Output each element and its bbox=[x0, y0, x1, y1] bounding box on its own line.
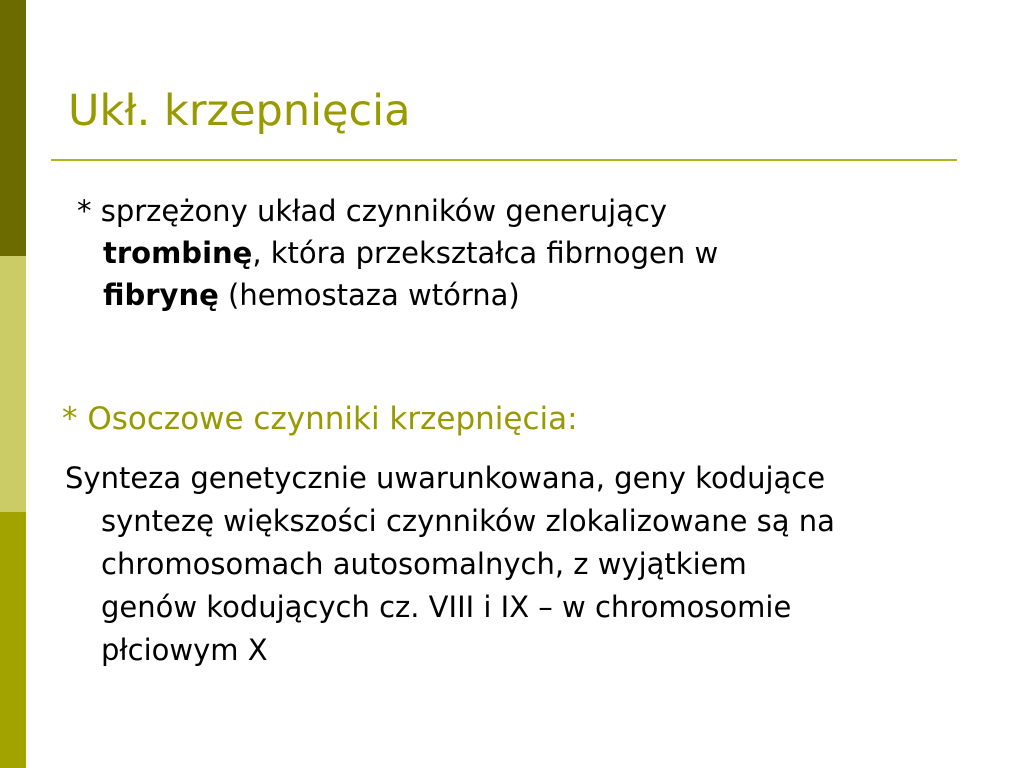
paragraph-line bbox=[77, 274, 977, 316]
paragraph-line: genów kodujących cz. VIII i IX – w chromosomie bbox=[101, 590, 792, 624]
paragraph-text: (hemostaza wtórna) bbox=[218, 278, 520, 312]
side-bar-dark bbox=[0, 0, 26, 256]
section-heading: * Osoczowe czynniki krzepnięcia: bbox=[62, 401, 578, 437]
side-bar-light bbox=[0, 256, 26, 512]
paragraph-line bbox=[77, 232, 977, 274]
paragraph-line: * sprzężony układ czynników generujący bbox=[77, 194, 668, 228]
paragraph-line: Synteza genetycznie uwarunkowana, geny kodujące bbox=[65, 461, 826, 495]
paragraph-hemostasis bbox=[77, 190, 977, 316]
paragraph-synthesis bbox=[65, 457, 985, 672]
bold-term-fibrin: fibrynę bbox=[103, 278, 219, 312]
side-bar-olive bbox=[0, 512, 26, 768]
title-divider bbox=[51, 159, 957, 161]
slide-title: Ukł. krzepnięcia bbox=[68, 86, 411, 136]
paragraph-text: , która przekształca fibrnogen w bbox=[252, 236, 719, 270]
paragraph-line: chromosomach autosomalnych, z wyjątkiem bbox=[101, 547, 747, 581]
bold-term-thrombin: trombinę bbox=[103, 236, 253, 270]
paragraph-line: płciowym X bbox=[101, 633, 268, 667]
paragraph-line: syntezę większości czynników zlokalizowane są na bbox=[101, 504, 835, 538]
